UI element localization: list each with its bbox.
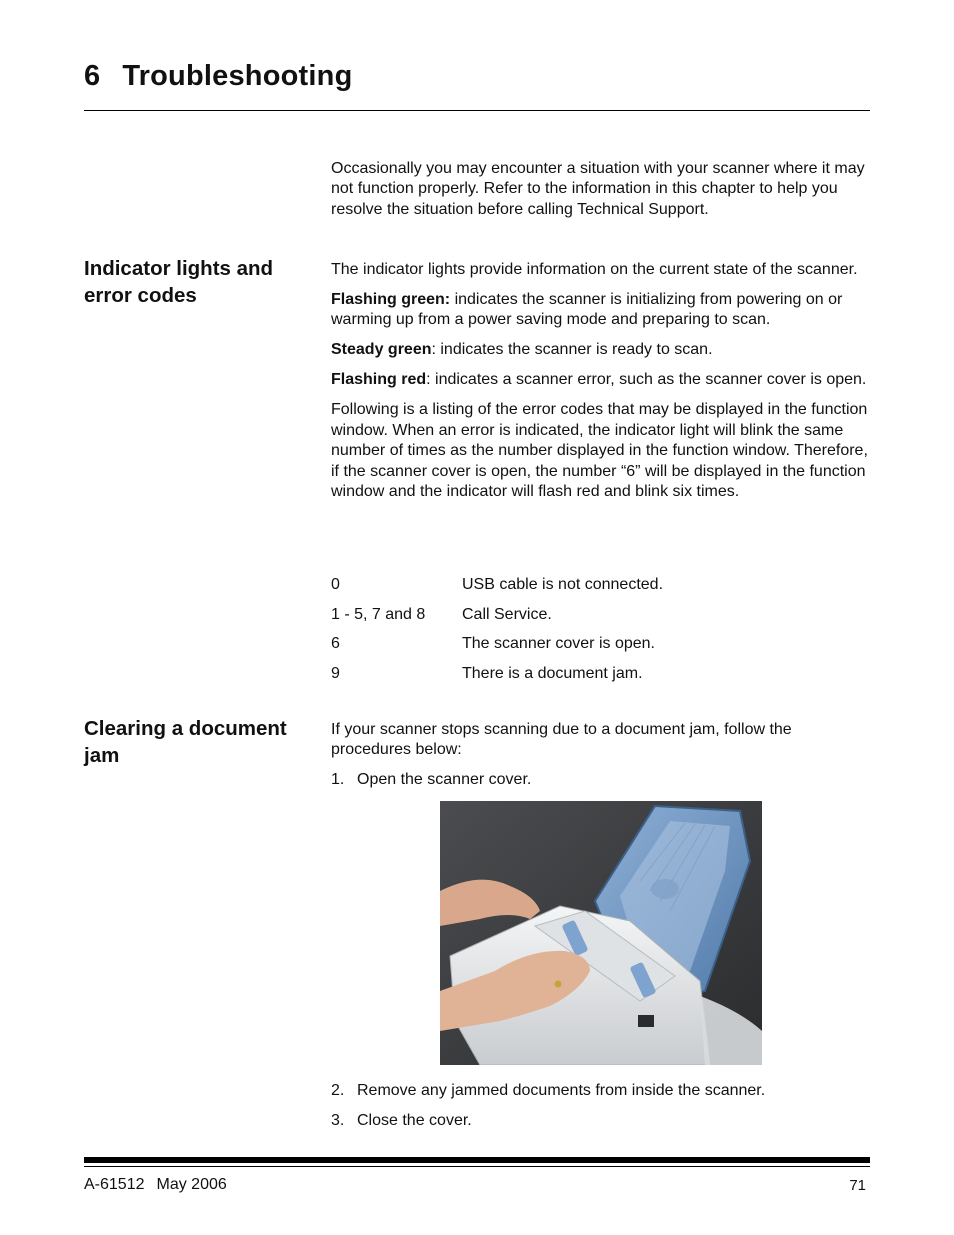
error-code: 9 <box>331 665 340 683</box>
indicator-term: Flashing green: <box>331 291 451 308</box>
error-meaning: The scanner cover is open. <box>462 635 655 653</box>
jam-steps-after-photo <box>331 1081 871 1131</box>
scanner-photo <box>440 801 762 1065</box>
indicator-desc: indicates the scanner is initializing from powering on or warming up from a power saving mode and preparing to scan. <box>331 291 843 329</box>
indicator-heading: Indicator lights and error codes <box>84 257 274 307</box>
indicator-term: Flashing red <box>331 371 427 389</box>
step-item <box>331 1081 871 1101</box>
footer-doc-id: A-61512 <box>84 1176 145 1193</box>
indicator-desc: : indicates a scanner error, such as the scanner cover is open. <box>426 371 867 389</box>
jam-lead: If your scanner stops scanning due to a document jam, follow the procedures below: <box>331 721 792 759</box>
step-text: Remove any jammed documents from inside the scanner. <box>357 1082 766 1099</box>
page-number: 71 <box>849 1177 866 1194</box>
footer-doc-info <box>84 1176 227 1194</box>
error-code-row <box>331 600 663 630</box>
intro-paragraph <box>331 159 871 220</box>
chapter-title <box>84 60 353 93</box>
error-code-row <box>331 630 663 660</box>
intro-text: Occasionally you may encounter a situation with your scanner where it may not function properly. Refer to the information in this chapter to help you resolve the situation before calling Technical Support. <box>331 160 865 218</box>
step-number: 3. <box>331 1112 345 1129</box>
title-rule <box>84 110 870 111</box>
indicator-item <box>331 340 871 360</box>
error-code: 1 - 5, 7 and 8 <box>331 605 426 623</box>
step-number: 1. <box>331 771 345 789</box>
error-meaning: There is a document jam. <box>462 665 643 683</box>
indicator-desc: : indicates the scanner is ready to scan. <box>431 341 713 359</box>
jam-section-body <box>331 720 871 791</box>
step-item <box>331 770 871 790</box>
footer-rule-thin <box>84 1166 870 1167</box>
error-code-table <box>331 570 663 689</box>
indicator-item <box>331 290 871 331</box>
step-number: 2. <box>331 1082 345 1099</box>
step-text: Open the scanner cover. <box>357 771 532 789</box>
error-code: 6 <box>331 635 340 653</box>
error-code-row <box>331 659 663 689</box>
footer-date: May 2006 <box>156 1176 227 1193</box>
error-code: 0 <box>331 575 340 593</box>
error-meaning: Call Service. <box>462 605 552 623</box>
footer-rule-thick <box>84 1157 870 1163</box>
chapter-title-text: Troubleshooting <box>122 60 353 92</box>
chapter-number: 6 <box>84 60 101 92</box>
indicator-term: Steady green <box>331 341 432 359</box>
indicator-lead: The indicator lights provide information on the current state of the scanner. <box>331 261 858 278</box>
error-code-row <box>331 570 663 600</box>
error-meaning: USB cable is not connected. <box>462 575 664 593</box>
error-listing-text: Following is a listing of the error codes that may be displayed in the function window. When an error is indicated, the indicator light will blink the same number of times as the number displayed in the function window. Therefore, if the scanner cover is open, the number “6” will be displayed in the function window and the indicator will flash red and blink six times. <box>331 401 868 501</box>
indicator-section-body <box>331 260 871 502</box>
jam-heading: Clearing a document jam <box>84 717 287 767</box>
step-item <box>331 1111 871 1131</box>
indicator-item <box>331 370 871 390</box>
step-text: Close the cover. <box>357 1112 472 1129</box>
